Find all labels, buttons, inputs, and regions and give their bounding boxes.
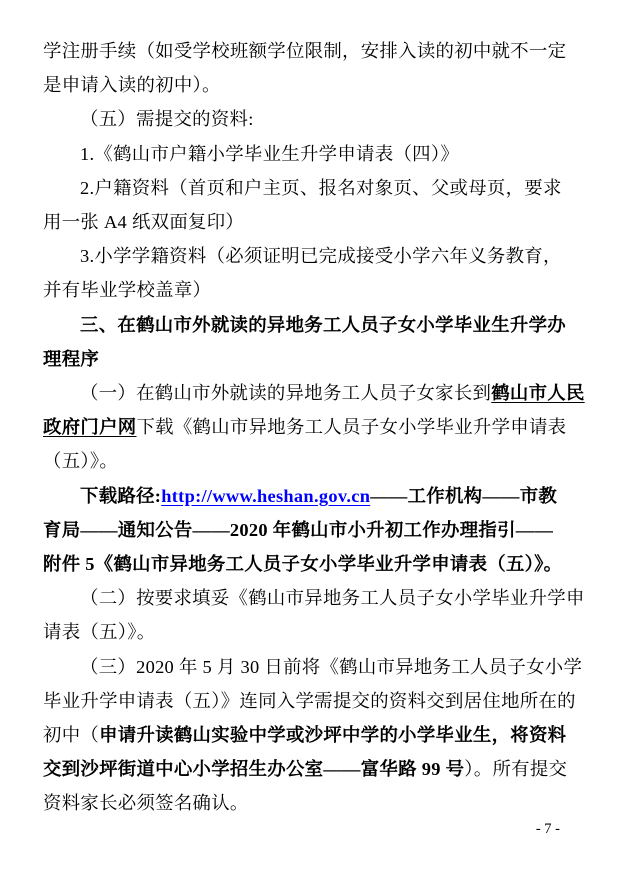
text-line-step-3-continuation — [43, 752, 573, 786]
text-segment: 请表（五）》。 — [43, 622, 156, 643]
download-path-segment: ——工作机构——市教 — [370, 485, 558, 506]
text-segment: 用一张 A4 纸双面复印） — [43, 212, 245, 233]
text-line-paragraph-continuation — [43, 68, 573, 102]
text-line-step-1-continuation — [43, 444, 573, 478]
download-path-segment: 育局——通知公告——2020 年鹤山市小升初工作办理指引—— — [43, 519, 554, 540]
text-line-step-3-continuation — [43, 786, 573, 820]
download-path-segment: 附件 5《鹤山市异地务工人员子女小学毕业升学申请表（五）》。 — [43, 554, 563, 575]
text-line-download-path — [43, 479, 573, 513]
text-segment: ）。所有提交 — [464, 759, 568, 780]
text-line-material-3 — [43, 239, 573, 273]
heading-segment: 理程序 — [43, 347, 100, 369]
text-segment: 并有毕业学校盖章） — [43, 280, 212, 301]
text-line-step-3-continuation — [43, 718, 573, 752]
section-3-heading — [43, 308, 573, 342]
portal-name-emphasis: 鹤山市人民 — [491, 383, 585, 404]
heshan-gov-url-link[interactable]: http://www.heshan.gov.cn — [161, 485, 371, 506]
text-line-material-2 — [43, 171, 573, 205]
page-footer — [536, 820, 560, 838]
download-path-label: 下载路径: — [80, 485, 162, 506]
text-line-step-3-continuation — [43, 684, 576, 718]
submission-office-emphasis: 交到沙坪街道中心小学招生办公室——富华路 99 号 — [43, 759, 465, 780]
text-line-item-5-materials — [43, 102, 573, 136]
text-line-download-path-continuation — [43, 513, 573, 547]
text-segment: 1.《鹤山市户籍小学毕业生升学申请表（四）》 — [80, 143, 460, 164]
portal-name-emphasis: 政府门户网 — [43, 417, 137, 438]
text-segment: （五）需提交的资料: — [80, 109, 254, 130]
text-line-material-3-continuation — [43, 273, 573, 307]
text-segment: （五）》。 — [43, 451, 119, 472]
text-segment: 下载《鹤山市异地务工人员子女小学毕业升学申请表 — [136, 417, 567, 438]
text-line-material-1 — [43, 137, 573, 171]
text-line-step-3 — [43, 650, 583, 684]
heading-segment: 三、在鹤山市外就读的异地务工人员子女小学毕业生升学办 — [80, 313, 566, 335]
submission-office-emphasis: 申请升读鹤山实验中学或沙坪中学的小学毕业生，将资料 — [99, 725, 567, 746]
section-3-heading-continuation — [43, 342, 573, 376]
text-segment: 资料家长必须签名确认。 — [43, 793, 249, 814]
text-segment: 初中（ — [43, 725, 100, 746]
text-line-step-1-continuation — [43, 410, 573, 444]
text-line-download-path-continuation — [43, 547, 573, 581]
text-segment: 3.小学学籍资料（必须证明已完成接受小学六年义务教育， — [80, 246, 562, 267]
text-line-step-1 — [43, 376, 585, 410]
text-segment: 2.户籍资料（首页和户主页、报名对象页、父或母页，要求 — [80, 177, 562, 198]
text-segment: （二）按要求填妥《鹤山市异地务工人员子女小学毕业升学申 — [80, 588, 585, 609]
document-body — [43, 34, 585, 821]
page-number: - 7 - — [535, 821, 560, 837]
text-line-paragraph-continuation — [43, 34, 573, 68]
text-line-step-2-continuation — [43, 615, 573, 649]
text-segment: 学注册手续（如受学校班额学位限制，安排入读的初中就不一定 — [43, 41, 567, 61]
text-segment: （三）2020 年 5 月 30 日前将《鹤山市异地务工人员子女小学 — [80, 656, 583, 677]
text-segment: （一）在鹤山市外就读的异地务工人员子女家长到 — [80, 383, 492, 404]
text-segment: 毕业升学申请表（五）》连同入学需提交的资料交到居住地所在的 — [43, 690, 576, 711]
text-segment: 是申请入读的初中）。 — [43, 75, 221, 96]
text-line-step-2 — [43, 581, 585, 615]
text-line-material-2-continuation — [43, 205, 573, 239]
